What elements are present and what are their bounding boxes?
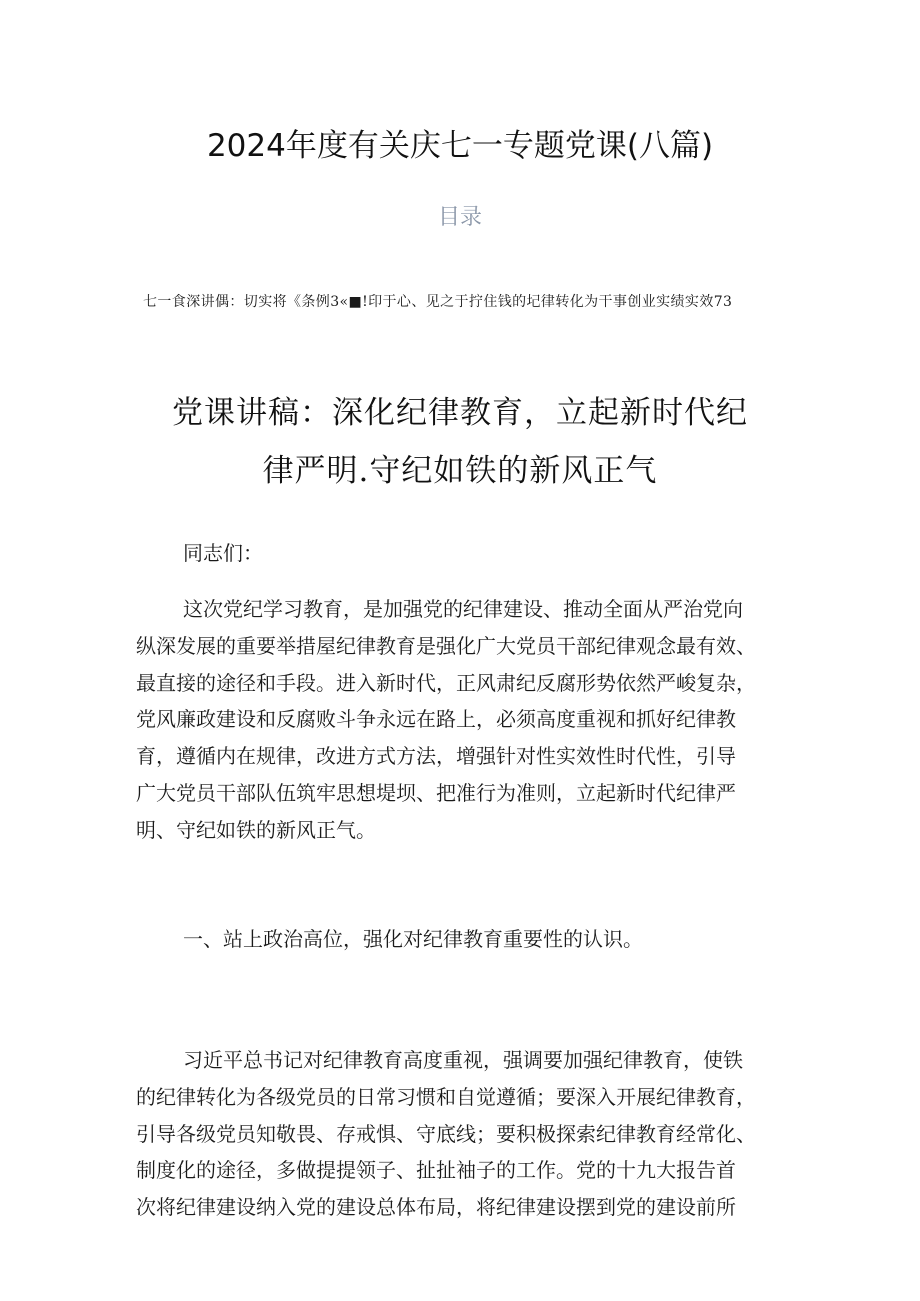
paragraph-intro [136,591,806,849]
paragraph-line: 引导各级党员知敬畏、存戒惧、守底线；要积极探索纪律教育经常化、 [136,1121,756,1146]
paragraph-line: 党风廉政建设和反腐败斗争永远在路上，必须高度重视和抓好纪律教 [136,707,736,732]
toc-entry[interactable]: 七一食深讲偶：切实将《条例3«■!印于心、见之于拧住钱的圮律转化为干事创业实绩实效73 [143,294,733,310]
paragraph-line: 明、守纪如铁的新风正气。 [136,817,376,842]
paragraph-line: 这次党纪学习教育，是加强党的纪律建设、推动全面从严治党向 [183,597,743,621]
paragraph-line: 最直接的途径和手段。进入新时代，正风肃纪反腐形势依然严峻复杂， [136,670,756,695]
section-heading-1: 一、站上政治高位，强化对纪律教育重要性的认识。 [183,927,643,951]
section-title-line: 党课讲稿：深化纪律教育，立起新时代纪 [172,395,748,431]
document-title: 2024年度有关庆七一专题党课(八篇) [206,128,714,164]
paragraph-line: 次将纪律建设纳入党的建设总体布局，将纪律建设摆到党的建设前所 [136,1195,736,1220]
paragraph-line: 广大党员干部队伍筑牢思想堤坝、把准行为准则，立起新时代纪律严 [136,780,736,805]
paragraph-line: 制度化的途径，多做提提领子、扯扯袖子的工作。党的十九大报告首 [136,1158,736,1183]
paragraph-line: 习近平总书记对纪律教育高度重视，强调要加强纪律教育，使铁 [183,1048,743,1072]
toc-heading: 目录 [437,205,482,230]
paragraph-section-1 [136,1042,806,1226]
salutation: 同志们： [183,541,263,565]
paragraph-line: 纵深发展的重要举措屋纪律教育是强化广大党员干部纪律观念最有效、 [136,633,756,658]
section-title [120,384,800,500]
paragraph-line: 的纪律转化为各级党员的日常习惯和自觉遵循；要深入开展纪律教育， [136,1084,756,1109]
paragraph-line: 育，遵循内在规律，改进方式方法，增强针对性实效性时代性，引导 [136,744,736,769]
section-title-line: 律严明.守纪如铁的新风正气 [262,453,658,489]
